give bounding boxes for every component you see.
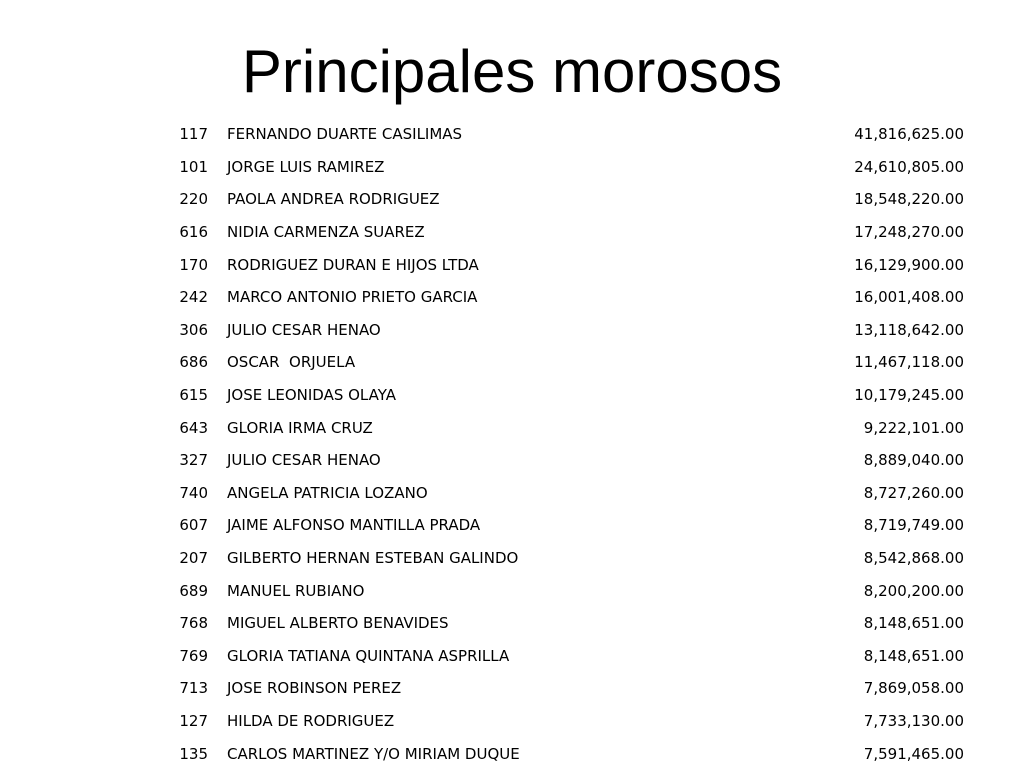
debtors-table bbox=[160, 118, 972, 770]
debt-amount: 13,118,642.00 bbox=[854, 320, 964, 339]
debtor-name: FERNANDO DUARTE CASILIMAS bbox=[227, 125, 463, 144]
table-row bbox=[160, 411, 972, 444]
debt-amount: 7,733,130.00 bbox=[863, 711, 964, 730]
debtor-id: 135 bbox=[179, 744, 208, 763]
debtor-id: 616 bbox=[179, 223, 208, 242]
table-row bbox=[160, 672, 972, 705]
debtor-id: 101 bbox=[179, 157, 208, 176]
table-row bbox=[160, 281, 972, 314]
debtor-id: 615 bbox=[179, 386, 208, 405]
debtor-id: 689 bbox=[179, 581, 208, 600]
debtor-id: 768 bbox=[179, 614, 208, 633]
debtor-name: JORGE LUIS RAMIREZ bbox=[227, 157, 385, 176]
debt-amount: 7,591,465.00 bbox=[863, 744, 964, 763]
debtor-name: JULIO CESAR HENAO bbox=[227, 320, 381, 339]
table-row bbox=[160, 737, 972, 770]
debt-amount: 8,200,200.00 bbox=[863, 581, 964, 600]
table-row bbox=[160, 379, 972, 412]
debt-amount: 9,222,101.00 bbox=[863, 418, 964, 437]
table-row bbox=[160, 248, 972, 281]
debt-amount: 16,001,408.00 bbox=[854, 288, 964, 307]
table-row bbox=[160, 183, 972, 216]
table-row bbox=[160, 118, 972, 151]
debtor-name: CARLOS MARTINEZ Y/O MIRIAM DUQUE bbox=[227, 744, 520, 763]
debtor-name: OSCAR ORJUELA bbox=[227, 353, 356, 372]
table-row bbox=[160, 444, 972, 477]
debtor-name: RODRIGUEZ DURAN E HIJOS LTDA bbox=[227, 255, 479, 274]
debtor-id: 306 bbox=[179, 320, 208, 339]
debtor-name: JOSE ROBINSON PEREZ bbox=[227, 679, 402, 698]
debtor-id: 607 bbox=[179, 516, 208, 535]
debt-amount: 24,610,805.00 bbox=[854, 157, 964, 176]
debtor-name: PAOLA ANDREA RODRIGUEZ bbox=[227, 190, 440, 209]
debtor-id: 117 bbox=[179, 125, 208, 144]
debtor-id: 769 bbox=[179, 646, 208, 665]
debt-amount: 8,727,260.00 bbox=[863, 483, 964, 502]
debtor-id: 713 bbox=[179, 679, 208, 698]
table-row bbox=[160, 574, 972, 607]
debt-amount: 10,179,245.00 bbox=[854, 386, 964, 405]
debtor-id: 127 bbox=[179, 711, 208, 730]
debtor-name: HILDA DE RODRIGUEZ bbox=[227, 711, 395, 730]
table-row bbox=[160, 705, 972, 738]
debt-amount: 16,129,900.00 bbox=[854, 255, 964, 274]
debtor-id: 686 bbox=[179, 353, 208, 372]
debt-amount: 18,548,220.00 bbox=[854, 190, 964, 209]
page-title: Principales morosos bbox=[241, 38, 783, 105]
debtor-name: JULIO CESAR HENAO bbox=[227, 451, 381, 470]
debtor-name: GLORIA TATIANA QUINTANA ASPRILLA bbox=[227, 646, 510, 665]
table-row bbox=[160, 542, 972, 575]
debtor-id: 643 bbox=[179, 418, 208, 437]
debt-amount: 17,248,270.00 bbox=[854, 223, 964, 242]
debtor-id: 207 bbox=[179, 549, 208, 568]
debt-amount: 7,869,058.00 bbox=[863, 679, 964, 698]
debtor-name: MANUEL RUBIANO bbox=[227, 581, 365, 600]
debtor-id: 740 bbox=[179, 483, 208, 502]
debtor-name: JOSE LEONIDAS OLAYA bbox=[227, 386, 396, 405]
debtor-name: GLORIA IRMA CRUZ bbox=[227, 418, 373, 437]
debtor-id: 220 bbox=[179, 190, 208, 209]
debt-amount: 8,148,651.00 bbox=[863, 614, 964, 633]
debt-amount: 11,467,118.00 bbox=[854, 353, 964, 372]
table-row bbox=[160, 509, 972, 542]
debtor-name: GILBERTO HERNAN ESTEBAN GALINDO bbox=[227, 549, 519, 568]
table-row bbox=[160, 640, 972, 673]
debtor-name: MARCO ANTONIO PRIETO GARCIA bbox=[227, 288, 478, 307]
debtor-id: 327 bbox=[179, 451, 208, 470]
debt-amount: 8,719,749.00 bbox=[863, 516, 964, 535]
debt-amount: 8,148,651.00 bbox=[863, 646, 964, 665]
debt-amount: 41,816,625.00 bbox=[854, 125, 964, 144]
debt-amount: 8,542,868.00 bbox=[863, 549, 964, 568]
debtor-name: NIDIA CARMENZA SUAREZ bbox=[227, 223, 425, 242]
table-row bbox=[160, 477, 972, 510]
table-row bbox=[160, 216, 972, 249]
table-row bbox=[160, 346, 972, 379]
debtor-name: MIGUEL ALBERTO BENAVIDES bbox=[227, 614, 449, 633]
table-row bbox=[160, 151, 972, 184]
table-row bbox=[160, 314, 972, 347]
debtor-id: 242 bbox=[179, 288, 208, 307]
debtor-name: ANGELA PATRICIA LOZANO bbox=[227, 483, 428, 502]
debt-amount: 8,889,040.00 bbox=[863, 451, 964, 470]
table-row bbox=[160, 607, 972, 640]
debtor-name: JAIME ALFONSO MANTILLA PRADA bbox=[227, 516, 481, 535]
debtor-id: 170 bbox=[179, 255, 208, 274]
